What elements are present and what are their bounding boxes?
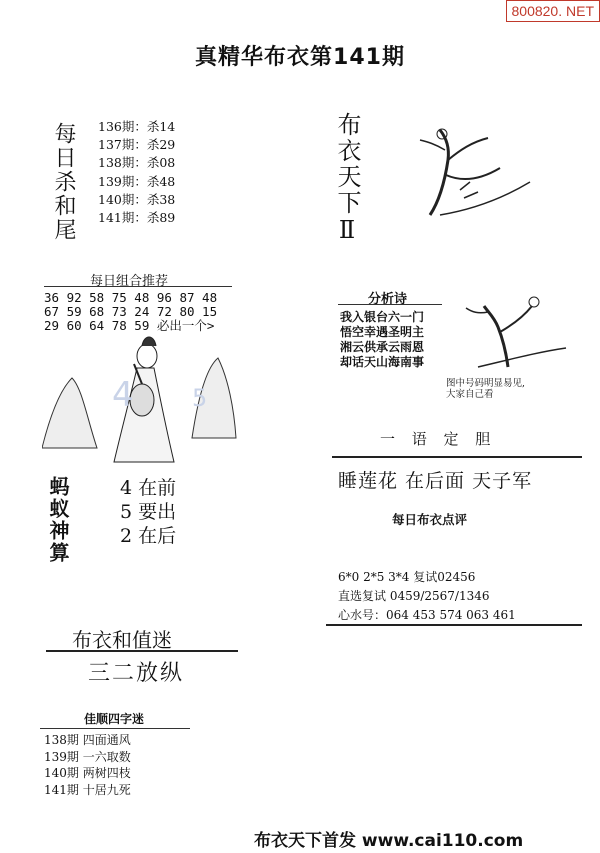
comment-list bbox=[338, 568, 516, 625]
list-item: 141期 十居九死 bbox=[44, 782, 131, 797]
list-item: 136期：杀14 bbox=[98, 119, 176, 134]
divider bbox=[40, 728, 190, 729]
bu-yi-tian-xia-title: 布衣天下Ⅱ bbox=[333, 112, 361, 246]
list-item: 心水号：064 453 574 063 461 bbox=[338, 608, 516, 622]
list-item: 138期 四面通风 bbox=[44, 733, 131, 747]
yiyu-title: 一 语 定 胆 bbox=[380, 430, 497, 448]
mayi-list bbox=[120, 476, 176, 548]
comment-title: 每日布衣点评 bbox=[392, 512, 468, 527]
fenxi-title: 分析诗 bbox=[368, 292, 408, 307]
four-char-list bbox=[44, 732, 131, 798]
footer-text: 布衣天下首发 www.cai110.com bbox=[254, 831, 524, 851]
list-item: 2 在后 bbox=[120, 525, 177, 547]
combo-title: 每日组合推荐 bbox=[90, 274, 169, 289]
poem-line: 湘云供承云雨恩 bbox=[340, 340, 425, 354]
small-tree-illustration bbox=[458, 292, 568, 372]
svg-text:5: 5 bbox=[192, 384, 208, 412]
tree-illustration bbox=[400, 120, 540, 220]
list-item: 138期：杀08 bbox=[98, 155, 176, 171]
divider bbox=[326, 624, 582, 626]
page-title: 真精华布衣第141期 bbox=[195, 45, 405, 70]
poem-line: 悟空幸遇圣明主 bbox=[340, 325, 425, 339]
divider bbox=[338, 304, 442, 305]
yiyu-text: 睡莲花 在后面 天子军 bbox=[338, 470, 533, 492]
daily-sha-list bbox=[98, 118, 175, 227]
divider bbox=[332, 456, 582, 458]
poem-line: 我入银台六一门 bbox=[340, 310, 425, 324]
buyi-zhi-title: 布衣和值迷 bbox=[72, 628, 172, 652]
list-item: 5 要出 bbox=[120, 501, 177, 523]
list-item: 140期 两树四枝 bbox=[44, 766, 131, 780]
list-item: 140期：杀38 bbox=[98, 191, 176, 207]
list-item: 139期 一六取数 bbox=[44, 749, 131, 764]
list-item: 直选复试 0459/2567/1346 bbox=[338, 589, 490, 603]
svg-text:4: 4 bbox=[112, 375, 134, 415]
mayi-title: 蚂蚁神算 bbox=[46, 476, 70, 564]
list-item: 36 92 58 75 48 96 87 48 bbox=[44, 290, 218, 305]
fenxi-note: 图中号码明显易见, 大家自己看 bbox=[446, 378, 526, 400]
divider bbox=[46, 650, 238, 652]
list-item: 29 60 64 78 59 必出一个> bbox=[44, 318, 215, 333]
combo-numbers bbox=[44, 291, 217, 333]
list-item: 4 在前 bbox=[120, 477, 177, 499]
daily-sha-title: 每日杀和尾 bbox=[51, 122, 76, 242]
list-item: 6*0 2*5 3*4 复试02456 bbox=[338, 570, 476, 584]
site-badge: 800820. NET bbox=[506, 0, 600, 22]
list-item: 137期：杀29 bbox=[98, 137, 176, 153]
lady-with-lute-illustration bbox=[42, 328, 238, 464]
four-char-title: 佳顺四字迷 bbox=[84, 712, 145, 726]
divider bbox=[44, 286, 232, 287]
list-item: 139期：杀48 bbox=[98, 173, 176, 189]
poem-line: 却话天山海南事 bbox=[340, 355, 425, 369]
buyi-zhi-answer: 三二放纵 bbox=[88, 661, 185, 686]
fenxi-poem bbox=[340, 310, 424, 370]
list-item: 141期：杀89 bbox=[98, 210, 176, 226]
list-item: 67 59 68 73 24 72 80 15 bbox=[44, 304, 218, 319]
